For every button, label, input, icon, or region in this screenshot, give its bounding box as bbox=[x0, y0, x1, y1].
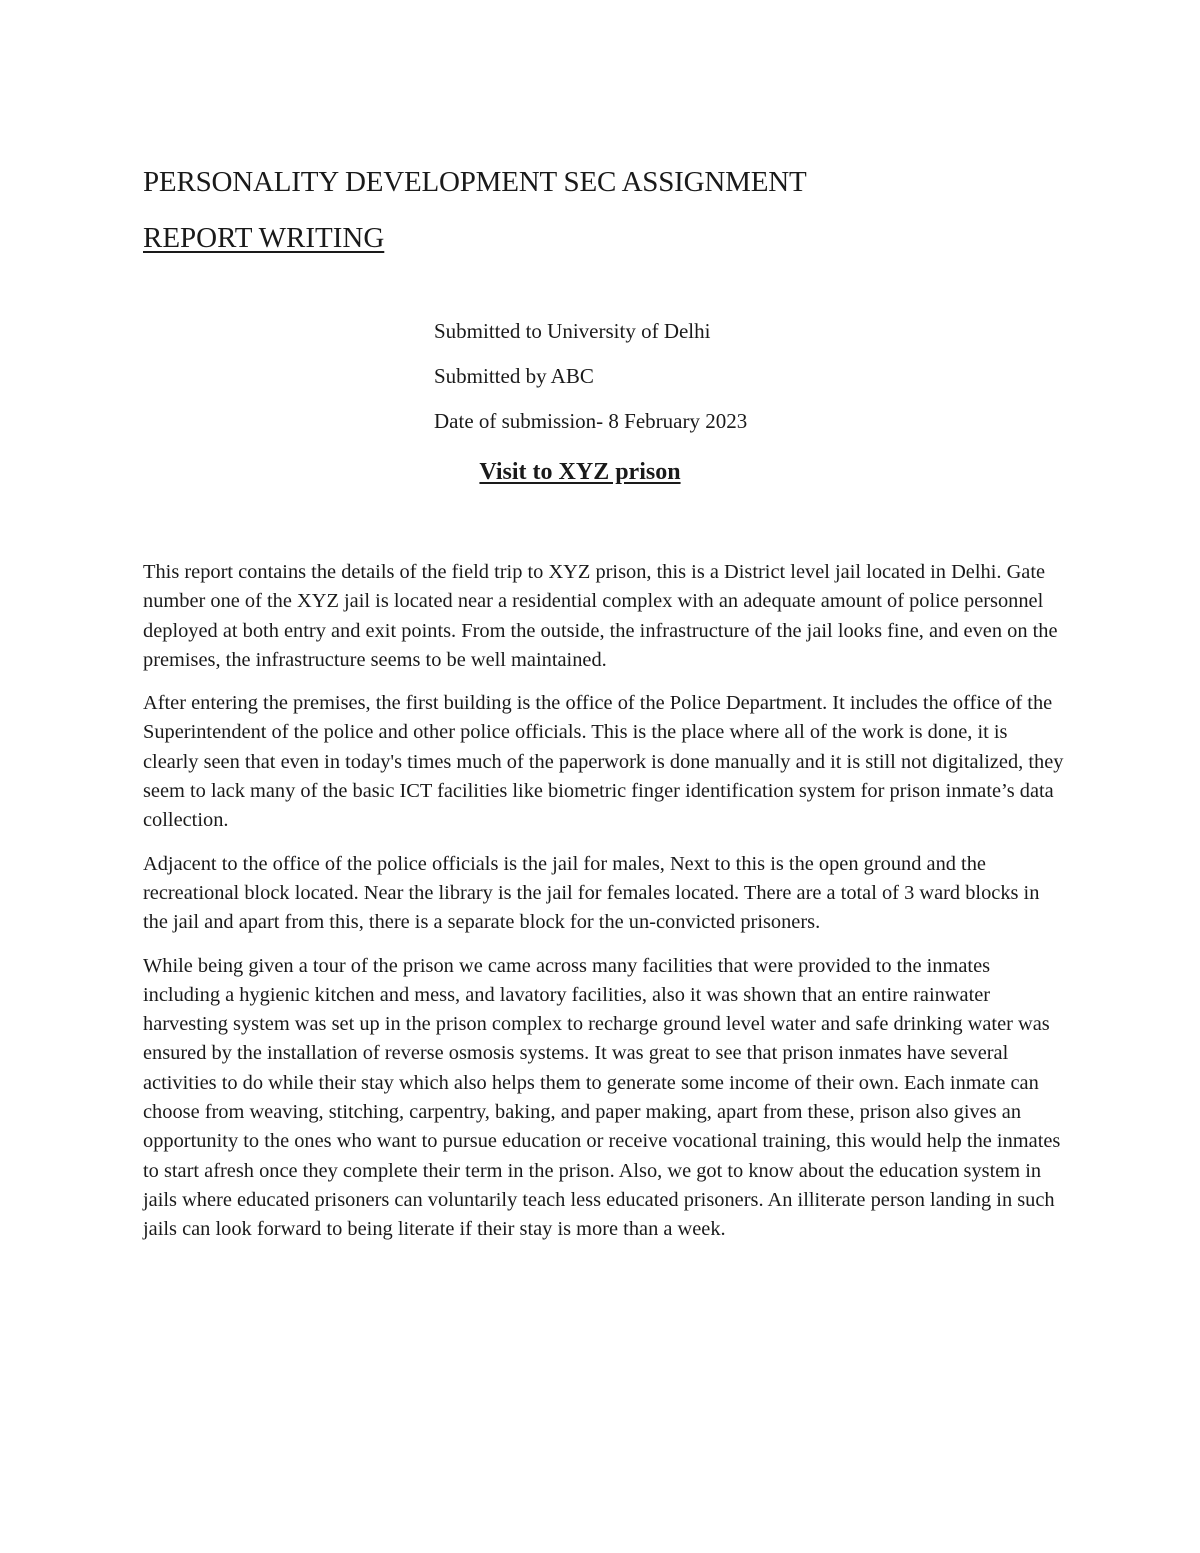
document-subtitle: REPORT WRITING bbox=[143, 222, 385, 254]
paragraph: While being given a tour of the prison we came across many facilities that were provided to the inmates including a hygienic kitchen and mess, and lavatory facilities, also it was shown that an entire rainwater harvesting system was set up in the prison complex to recharge ground level water and safe drinking water was ensured by the installation of reverse osmosis systems. It was great to see that prison inmates have several activities to do while their stay which also helps them to generate some income of their own. Each inmate can choose from weaving, stitching, carpentry, baking, and paper making, apart from these, prison also gives an opportunity to the ones who want to pursue education or receive vocational training, this would help the inmates to start afresh once they complete their term in the prison. Also, we got to know about the education system in jails where educated prisoners can voluntarily teach less educated prisoners. An illiterate person landing in such jails can look forward to being literate if their stay is more than a week. bbox=[143, 954, 1061, 1241]
paragraph: Adjacent to the office of the police officials is the jail for males, Next to this is the open ground and the recreational block located. Near the library is the jail for females located. There are a total of 3 ward blocks in the jail and apart from this, there is a separate block for the un-convicted prisoners. bbox=[143, 852, 1040, 934]
submitted-to: Submitted to University of Delhi bbox=[434, 319, 711, 343]
report-body bbox=[143, 558, 1065, 1259]
submission-details bbox=[434, 320, 747, 455]
paragraph: After entering the premises, the first building is the office of the Police Department. It includes the office of the Superintendent of the police and other police officials. This is the place where all of the work is done, it is clearly seen that even in today's times much of the paperwork is done manually and it is still not digitalized, they seem to lack many of the basic ICT facilities like biometric finger identification system for prison inmate’s data collection. bbox=[143, 692, 1064, 832]
document-title: PERSONALITY DEVELOPMENT SEC ASSIGNMENT bbox=[143, 166, 807, 198]
submitted-by: Submitted by ABC bbox=[434, 364, 594, 388]
paragraph: This report contains the details of the field trip to XYZ prison, this is a District level jail located in Delhi. Gate number one of the XYZ jail is located near a residential complex with an adequate amount of police personnel deployed at both entry and exit points. From the outside, the infrastructure of the jail looks fine, and even on the premises, the infrastructure seems to be well maintained. bbox=[143, 561, 1058, 671]
submission-date: Date of submission- 8 February 2023 bbox=[434, 409, 748, 433]
report-heading: Visit to XYZ prison bbox=[479, 459, 681, 485]
